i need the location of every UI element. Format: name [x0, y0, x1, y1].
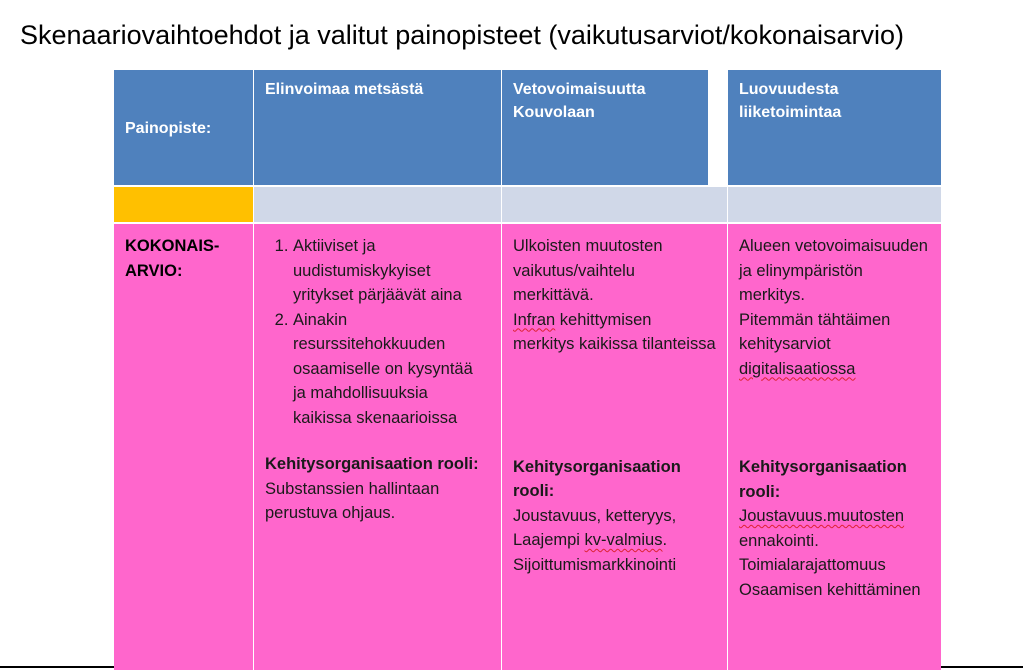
role-line-part: Joustavuus.muutosten	[739, 507, 905, 525]
text-line: Pitemmän tähtäimen kehitysarviot digitalisaatiossa	[739, 310, 891, 378]
role-line: Joustavuus.muutosten ennakointi.	[739, 507, 905, 550]
bottom-rule-left	[0, 666, 114, 668]
cell-elinvoimaa	[254, 224, 501, 670]
role-text: Substanssien hallintaan perustuva ohjaus.	[265, 479, 440, 522]
role-line: Sijoittumismarkkinointi	[513, 555, 677, 574]
row-label-line-2: ARVIO:	[125, 261, 183, 280]
painopiste-label: Painopiste:	[125, 120, 212, 137]
role-line: Joustavuus, ketteryys,	[513, 506, 677, 525]
row-label-line-1: KOKONAIS-	[125, 237, 220, 255]
list-item: 1. Aktiiviset ja uudistumiskykyiset yritykset pärjäävät aina	[293, 234, 490, 308]
role-label: Kehitysorganisaation rooli:	[513, 457, 681, 500]
role-line: Toimialarajattomuus	[739, 556, 886, 574]
column-header-3: Luovuudesta liiketoimintaa	[739, 81, 842, 121]
role-line: Osaamisen kehittäminen	[739, 580, 921, 599]
text-line: Ulkoisten muutosten vaikutus/vaihtelu merkittävä.	[513, 237, 663, 304]
column-header-1: Elinvoimaa metsästä	[265, 81, 424, 98]
bottom-rule-right	[941, 666, 1023, 668]
role-line: Laajempi kv-valmius.	[513, 531, 668, 549]
role-line-part: kv-valmius	[584, 531, 663, 549]
text-line: Infran kehittymisen merkitys kaikissa tilanteissa	[513, 310, 716, 353]
arvio-list	[265, 234, 490, 430]
header-cell-painopiste	[114, 70, 253, 185]
text-line-part: Infran	[513, 310, 556, 329]
painopiste-table	[114, 70, 941, 670]
role-block	[513, 455, 716, 578]
page-title: Skenaariovaihtoehdot ja valitut painopisteet (vaikutusarviot/kokonaisarvio)	[20, 20, 904, 50]
cell-vetovoimaisuutta	[502, 224, 727, 670]
blank-cell-3	[728, 187, 941, 222]
column-header-2: Vetovoimaisuutta Kouvolaan	[513, 81, 646, 121]
list-item: 2. Ainakin resurssitehokkuuden osaamiselle on kysyntää ja mahdollisuuksia kaikissa skenaarioissa	[293, 308, 490, 431]
text-line: Alueen vetovoimaisuuden ja elinympäristön merkitys.	[739, 237, 928, 304]
header-cell-luovuudesta	[728, 70, 941, 185]
role-block	[739, 455, 930, 602]
accent-cell	[114, 187, 253, 222]
role-label: Kehitysorganisaation rooli:	[739, 458, 907, 501]
role-label: Kehitysorganisaation rooli:	[265, 455, 479, 473]
role-block	[265, 452, 490, 526]
header-cell-elinvoimaa	[254, 70, 501, 185]
text-line-part: digitalisaatiossa	[739, 359, 856, 378]
kokonaisarvio-label	[114, 224, 253, 670]
header-cell-vetovoimaisuutta	[502, 70, 708, 185]
blank-cell-1	[254, 187, 501, 222]
blank-cell-2	[502, 187, 727, 222]
cell-luovuudesta	[728, 224, 941, 670]
